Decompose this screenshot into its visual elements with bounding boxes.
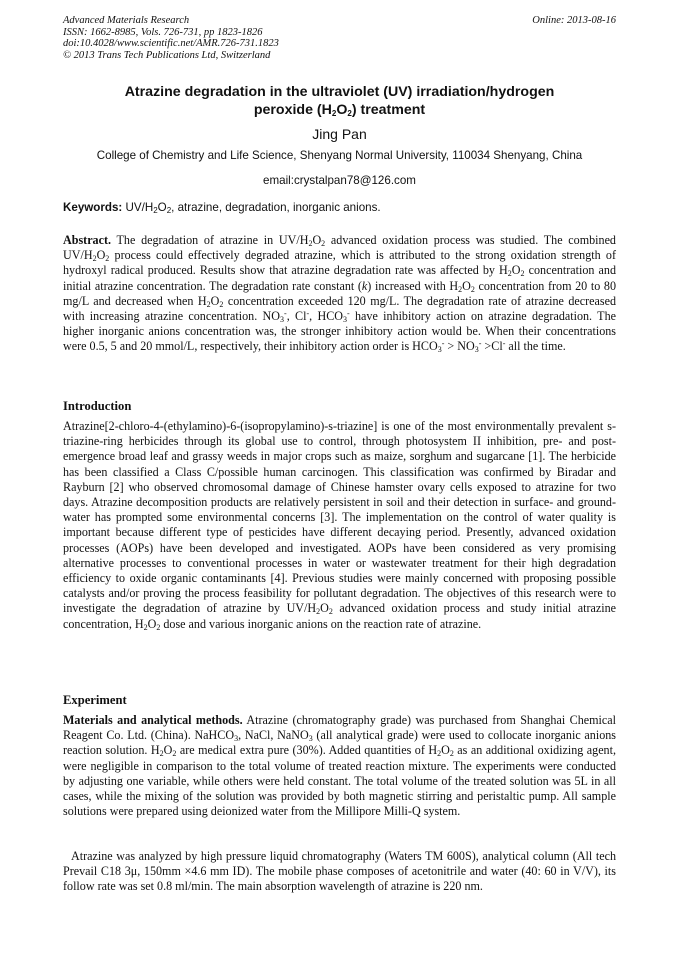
online-date: Online: 2013-08-16 <box>532 15 616 26</box>
journal-name: Advanced Materials Research <box>63 15 190 26</box>
experiment-paragraph-2: Atrazine was analyzed by high pressure liquid chromatography (Waters TM 600S), analytical column (All tech Prevail C18 3μ, 150mm ×4.6 mm ID). The mobile phase composes of acetonitrile and water (40: 60 in V/V), its follow rate was set 0.8 ml/min. The main absorption wavelength of atrazine is 220 nm. <box>63 849 616 894</box>
experiment-heading: Experiment <box>63 693 127 707</box>
title-line-1: Atrazine degradation in the ultraviolet (UV) irradiation/hydrogen <box>124 84 555 100</box>
materials-subheading: Materials and analytical methods. <box>63 713 243 727</box>
paper-title <box>63 83 616 119</box>
journal-issn: ISSN: 1662-8985, Vols. 726-731, pp 1823-1826 <box>63 26 263 38</box>
journal-header <box>63 15 616 61</box>
author-name: Jing Pan <box>312 126 367 142</box>
journal-copyright: © 2013 Trans Tech Publications Ltd, Switzerland <box>63 49 271 61</box>
experiment-paragraph-1: Materials and analytical methods. Atrazine (chromatography grade) was purchased from Shanghai Chemical Reagent Co. Ltd. (China). NaHCO$_3$, NaCl, NaNO$_3$ (all analytical grade) were used to collocate inorganic anions reaction solution. $H_2O_2$ are medical extra pure (30%). Added quantities of $H_2O_2$ as an additional oxidizing agent, were negligible in comparison to the total volume of treated reaction mixture. The experiments were conducted by adjusting one variable, while others were held constant. The total volume of the treated solution was 5L in all cases, while the mixing of the solution was provided by both magnetic stirring and peristaltic pump. All sample solutions were prepared using deionized water from the Millipore Milli-Q system. <box>63 713 616 819</box>
introduction-heading: Introduction <box>63 399 132 413</box>
journal-doi: doi:10.4028/www.scientific.net/AMR.726-731.1823 <box>63 38 279 49</box>
abstract-label: Abstract. <box>63 233 112 247</box>
abstract: Abstract. The degradation of atrazine in $UV/H_2O_2$ advanced oxidation process was studied. The combined $UV/H_2O_2$ process could effectively degraded atrazine, which is attributed to the strong oxidation strength of hydroxyl radical produced. Results show that atrazine degradation rate was affected by $H_2O_2$ concentration and initial atrazine concentration. The degradation rate constant (k) increased with $H_2O_2$ concentration from 20 to 80 mg/L and decreased when $H_2O_2$ concentration exceeded 120 mg/L. The degradation rate of atrazine decreased with increasing atrazine concentration. $NO_3^-$, Cl-, $HCO_3^-$ have inhibitory action on atrazine degradation. The higher inorganic anions concentration was, the stronger inhibitory action would be. When their concentrations were 0.5, 5 and 20 mmol/L, respectively, their inhibitory action order is $HCO_3^- > NO_3^- >Cl^-$ all the time. <box>63 233 616 355</box>
keywords: Keywords: $UV/H_2O_2$, atrazine, degradation, inorganic anions. <box>63 201 381 215</box>
keywords-label: Keywords: <box>63 201 123 214</box>
introduction-paragraph: Atrazine[2-chloro-4-(ethylamino)-6-(isopropylamino)-s-triazine] is one of the most environmentally prevalent s-triazine-ring herbicides through its global use to control, through photosystem II inhibition, pre- and post-emergence broad leaf and grassy weeds in major crops such as maize, sorghum and sugarcane [1]. The herbicide has been classified a Class C/possible human carcinogen. This classification was confirmed by Biradar and Rayburn [2] who observed chromosomal damage of Chinese hamster ovary cells exposed to atrazine for two days. Atrazine decomposition products are relatively persistent in soil and their detection in surface- and ground-water has prompted some environmental concerns [3]. The implementation on the control of water quality is important because different type of pesticides have different decaying period. Presently, advanced oxidation processes (AOPs) have been developed and investigated. AOPs have been considered as very promising alternative processes to conventional processes in water or wastewater treatment for their high degradation efficiency to oxide organic contaminants [4]. Previous studies were mainly concerned with proposing possible catalysts and/or proving the process feasibility for pollutant degradation. The objectives of this research were to investigate the degradation of atrazine by $UV/H_2O_2$ advanced oxidation process and study initial atrazine concentration, $H_2O_2$ dose and various inorganic anions on the reaction rate of atrazine. <box>63 419 616 632</box>
author-affiliation: College of Chemistry and Life Science, Shenyang Normal University, 110034 Shenyang, China <box>96 149 583 162</box>
author-email: email:crystalpan78@126.com <box>263 174 416 187</box>
title-line-2: peroxide $(H_2O_2)$ treatment <box>253 102 426 118</box>
